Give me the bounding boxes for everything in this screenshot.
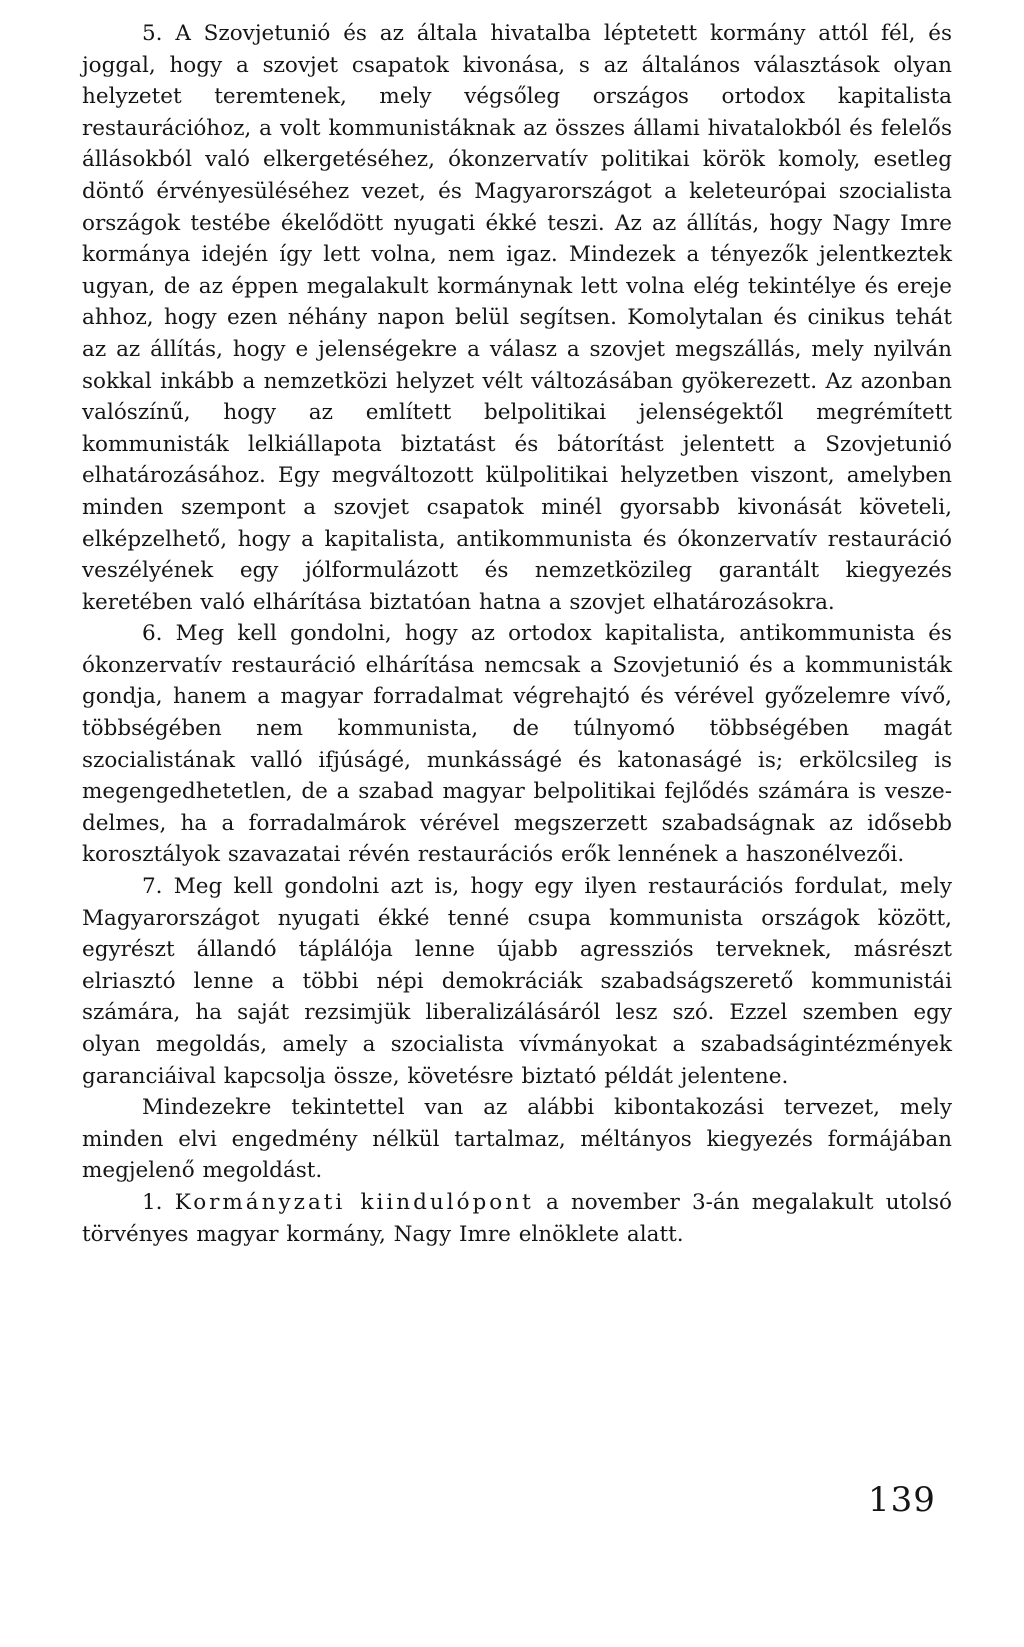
- page-number: 139: [868, 1480, 936, 1520]
- paragraph-5: 5. A Szovjetunió és az általa hivatalba léptetett kormány attól fél, és joggal, hogy a szovjet csapatok kivonása, s az általános választások olyan helyzetet teremtenek, mely végsőleg országos ortodox kapitalista restaurációhoz, a volt kommunistáknak az összes állami hivatalokból és felelős állásokból való elkergetéséhez, ókonzervatív politikai körök komoly, esetleg döntő érvényesüléséhez vezet, és Magyarországot a keleteurópai szocialista országok testébe ékelődött nyugati ékké teszi. Az az állítás, hogy Nagy Imre kormánya idején így lett volna, nem igaz. Mindezek a tényezők jelentkeztek ugyan, de az éppen megalakult kormánynak lett volna elég tekintélye és ereje ahhoz, hogy ezen néhány napon belül segítsen. Komolytalan és cinikus tehát az az állítás, hogy e jelenségekre a válasz a szovjet megszállás, mely nyilván sokkal inkább a nemzetközi helyzet vélt változásában gyökerezett. Az azonban valószínű, hogy az említett belpolitikai jelenségektől megrémített kommunisták lelkiállapota biztatást és bátorítást jelentett a Szovjetunió elhatározásához. Egy megváltozott külpolitikai helyzetben viszont, amelyben minden szempont a szovjet csapatok minél gyorsabb kivonását követeli, elképzelhető, hogy a kapitalista, antikommunista és ókonzervatív restauráció veszélyének egy jólformulázott és nemzetközileg garantált kiegyezés keretében való elhárítása biztatóan hatna a szovjet elhatározásokra.: [82, 21, 952, 615]
- document-page: [82, 18, 952, 1250]
- paragraph-summary: Mindezekre tekintettel van az alábbi kibontakozási tervezet, mely minden elvi engedmény nélkül tartalmaz, méltányos kiegyezés formájában megjelenő megoldást.: [82, 1095, 952, 1184]
- list-item-1: [82, 1187, 952, 1250]
- paragraph-6: 6. Meg kell gondolni, hogy az ortodox kapitalista, antikommunista és ókonzervatív restauráció elhárítása nemcsak a Szovjetunió és a kommunisták gondja, hanem a magyar forradalmat végrehajtó és vérével győzelemre vívő, többségében nem kommunista, de túlnyomó többségében magát szocialistának valló ifjúságé, munkásságé és katonaságé is; erkölcsileg is megengedhetetlen, de a szabad magyar belpolitikai fejlődés számára is veszedelmes, ha a forradalmárok vérével megszerzett szabadságnak az idősebb korosztályok szavazatai révén restaurációs erők lennének a haszonélvezői.: [82, 621, 952, 868]
- paragraph-7: 7. Meg kell gondolni azt is, hogy egy ilyen restaurációs fordulat, mely Magyarországot nyugati ékké tenné csupa kommunista országok között, egyrészt állandó táplálója lenne újabb agressziós terveknek, másrészt elriasztó lenne a többi népi demokráciák szabadságszerető kommunistái számára, ha saját rezsimjük liberalizálásáról lesz szó. Ezzel szemben egy olyan megoldás, amely a szocialista vívmányokat a szabadságintézmények garanciáival kapcsolja össze, követésre biztató példát jelentene.: [82, 874, 952, 1089]
- list-item-text: a november 3-án megalakult utolsó törvényes magyar kormány, Nagy Imre elnöklete alatt.: [82, 1189, 953, 1247]
- list-item-number: 1.: [142, 1189, 163, 1215]
- list-item-lead: Kormányzati kiindulópont: [174, 1189, 534, 1215]
